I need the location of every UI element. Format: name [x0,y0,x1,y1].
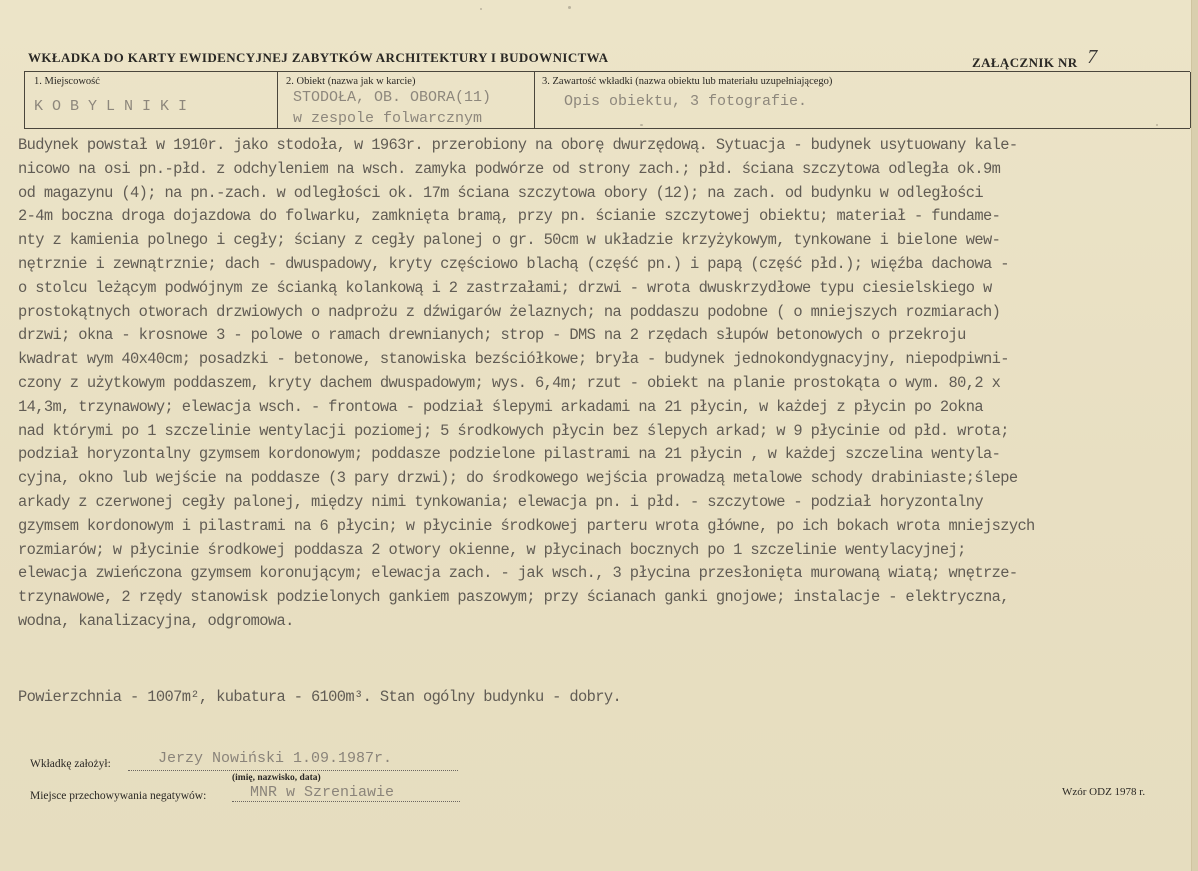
description-line: nty z kamienia polnego i cegły; ściany z cegły palonej o gr. 50cm w układzie krzyżykowym, tynkowane i bielone wew- [18,231,1001,250]
field-object-value [293,87,491,129]
description-line: podział horyzontalny gzymsem kordonowym; poddasze podzielone pilastrami na 21 płycin , w każdej szczelina wentyla- [18,445,1001,464]
paper-speck [640,124,643,126]
description-line: czony z użytkowym poddaszem, kryty dachem dwuspadowym; wys. 6,4m; rzut - obiekt na planie prostokąta o wym. 80,2 x [18,373,1001,392]
area-volume-summary: Powierzchnia - 1007m², kubatura - 6100m³. Stan ogólny budynku - dobry. [18,688,622,706]
description-line: o stolcu leżącym podwójnym ze ścianką kolankową i 2 zastrzałami; drzwi - wrota dwuskrzydłowe typu ciesielskiego w [18,278,992,297]
description-line: drzwi; okna - krosnowe 3 - polowe o ramach drewnianych; strop - DMS na 2 rzędach słupów betonowych o przekroju [18,326,966,345]
negatives-location-value: MNR w Szreniawie [250,784,395,801]
header-rule-bottom [24,128,1190,129]
description-line: nętrznie i zewnątrznie; dach - dwuspadowy, kryty częściowo blachą (część pn.) i papą (część płd.); więźba dachowa - [18,254,1009,273]
description-line: elewacja zwieńczona gzymsem koronującym; elewacja zach. - jak wsch., 3 płycina przesłonięta murowaną wiatą; wnętrze- [18,564,1018,583]
paper-speck [480,8,482,10]
description-line: 14,3m, trzynawowy; elewacja wsch. - frontowa - podział ślepymi arkadami na 21 płycin, w każdej z płycin po 2okna [18,397,983,416]
field-divider [1190,72,1191,128]
description-line: Budynek powstał w 1910r. jako stodoła, w 1963r. przerobiony na oborę dwurzędową. Sytuacja - budynek usytuowany kale- [18,136,1018,154]
field-contents-value: Opis obiektu, 3 fotografie. [564,93,808,110]
header-rule-top [24,71,1190,72]
created-by-label: Wkładkę założył: [30,758,111,770]
attachment-number [972,46,1098,73]
attachment-label: ZAŁĄCZNIK NR [972,55,1078,70]
description-line: 2-4m boczna droga dojazdowa do folwarku, zamknięta bramą, przy pn. ścianie szczytowej obiektu; materiał - fundame- [18,207,1001,226]
field-object-label: 2. Obiekt (nazwa jak w karcie) [286,76,416,87]
description-line: nad którymi po 1 szczelinie wentylacji poziomej; 5 środkowych płycin bez ślepych arkad; w 9 płycinie od płd. wrota; [18,421,1009,440]
paper-speck [568,6,571,9]
negatives-location-line [232,801,460,802]
description-line: od magazynu (4); na pn.-zach. w odległości ok. 17m ściana szczytowa obory (12); na zach. od budynku w odległości [18,183,983,202]
field-object-value-line: STODOŁA, OB. OBORA(11) [293,89,492,106]
description-line: wodna, kanalizacyjna, odgromowa. [18,611,294,630]
created-by-value: Jerzy Nowiński 1.09.1987r. [158,750,393,767]
attachment-number-value: 7 [1087,46,1098,68]
field-locality-value: KOBYLNIKI [34,98,197,115]
negatives-location-label: Miejsce przechowywania negatywów: [30,790,207,802]
description-line: nicowo na osi pn.-płd. z odchyleniem na wsch. zamyka podwórze od strony zach.; płd. ściana szczytowa odległa ok.9m [18,159,1001,178]
field-contents-label: 3. Zawartość wkładki (nazwa obiektu lub materiału uzupełniającego) [542,76,833,87]
description-line: trzynawowe, 2 rzędy stanowisk podzielonych gankiem paszowym; przy ścianach ganki gnojowe; instalacje - elektryczna, [18,588,1009,607]
field-divider [534,72,535,128]
field-locality-label: 1. Miejscowość [34,76,100,87]
form-template-id: Wzór ODZ 1978 r. [1062,786,1146,798]
created-by-line [128,770,458,771]
field-object-value-line: w zespole folwarcznym [293,110,483,127]
description-line: kwadrat wym 40x40cm; posadzki - betonowe, stanowiska bezściółkowe; bryła - budynek jednokondygnacyjny, niepodpiwni- [18,350,1009,369]
description-line: cyjna, okno lub wejście na poddasze (3 pary drzwi); do środkowego wejścia prowadzą metalowe schody drabiniaste;ślepe [18,469,1018,488]
created-by-caption: (imię, nazwisko, data) [232,773,321,783]
paper-speck [1156,124,1158,126]
object-description [18,134,1193,634]
description-line: arkady z czerwonej cegły palonej, między nimi tynkowania; elewacja pn. i płd. - szczytowe - podział horyzontalny [18,492,983,511]
card-title: WKŁADKA DO KARTY EWIDENCYJNEJ ZABYTKÓW ARCHITEKTURY I BUDOWNICTWA [28,50,609,65]
field-divider [277,72,278,128]
field-divider [24,72,25,128]
description-line: prostokątnych otworach drzwiowych o nadprożu z dźwigarów żelaznych; na poddaszu podobne ( o mniejszych rozmiarach) [18,302,1001,321]
description-line: rozmiarów; w płycinie środkowej poddasza 2 otwory okienne, w płycinach bocznych po 1 szczelinie wentylacyjnej; [18,540,966,559]
description-line: gzymsem kordonowym i pilastrami na 6 płycin; w płycinie środkowej parteru wrota główne, po ich bokach wrota mniejszych [18,516,1035,535]
